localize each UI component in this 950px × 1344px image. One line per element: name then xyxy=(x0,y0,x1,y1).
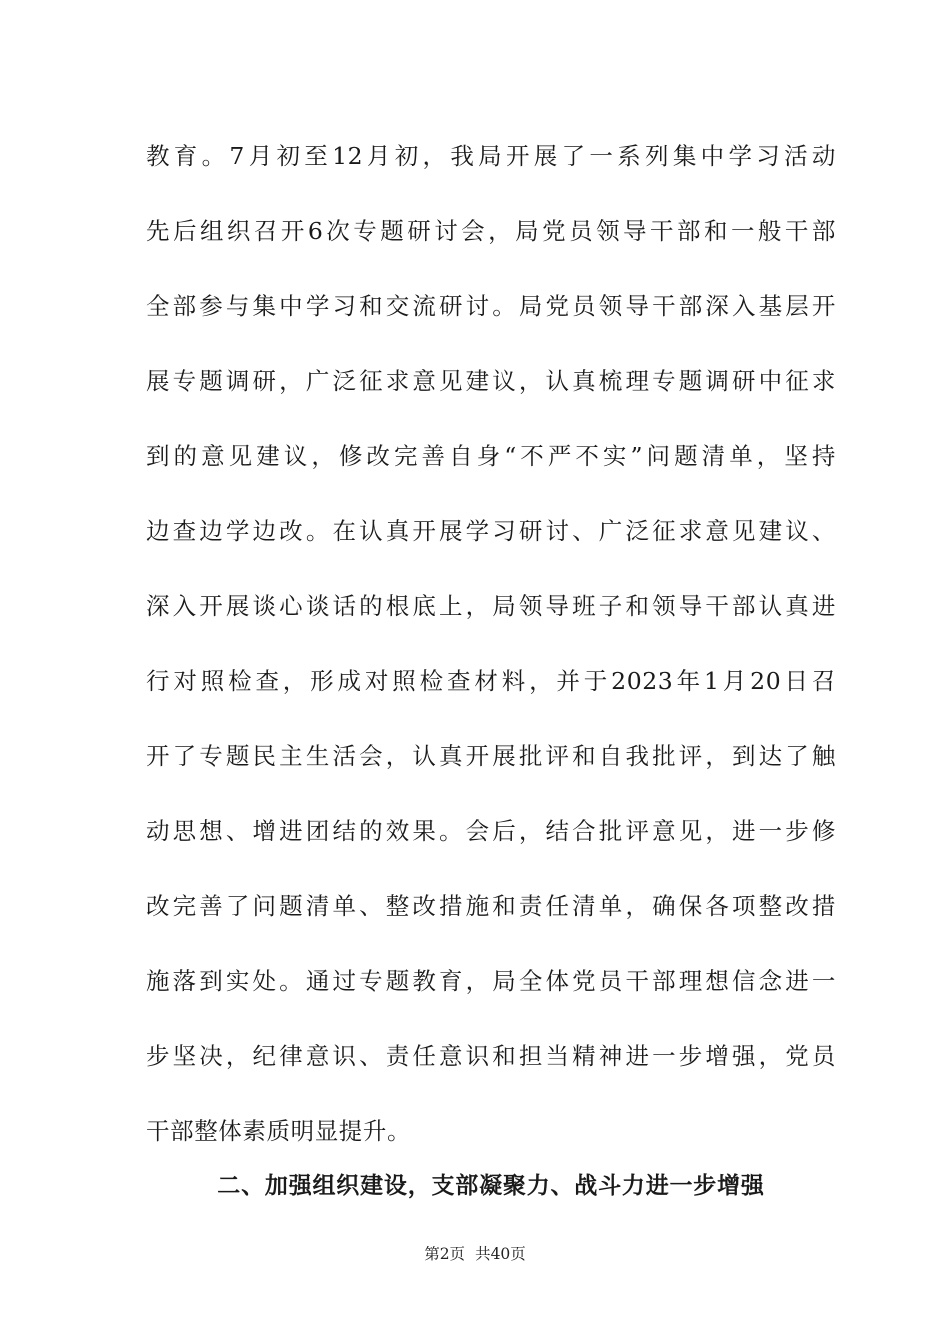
body-paragraph xyxy=(146,132,836,1182)
section-heading: 二、加强组织建设，支部凝聚力、战斗力进一步增强 xyxy=(217,1173,765,1199)
paragraph-line: 到的意见建议，修改完善自身“不严不实”问题清单，坚持 xyxy=(146,442,836,470)
paragraph-line: 开了专题民主生活会，认真开展批评和自我批评，到达了触 xyxy=(146,742,836,770)
paragraph-line: 施落到实处。通过专题教育，局全体党员干部理想信念进一 xyxy=(146,967,836,995)
paragraph-line: 边查边学边改。在认真开展学习研讨、广泛征求意见建议、 xyxy=(146,517,836,545)
page-footer xyxy=(0,1242,950,1264)
paragraph-line: 改完善了问题清单、整改措施和责任清单，确保各项整改措 xyxy=(146,892,836,920)
paragraph-line: 先后组织召开6次专题研讨会，局党员领导干部和一般干部 xyxy=(146,217,836,245)
page-total: 共40页 xyxy=(475,1245,526,1263)
paragraph-line: 教育。7月初至12月初，我局开展了一系列集中学习活动 xyxy=(146,142,836,170)
paragraph-line: 深入开展谈心谈话的根底上，局领导班子和领导干部认真进 xyxy=(146,592,836,620)
page-number: 第2页 xyxy=(424,1245,466,1263)
paragraph-line: 展专题调研，广泛征求意见建议，认真梳理专题调研中征求 xyxy=(146,367,836,395)
paragraph-line-last: 干部整体素质明显提升。 xyxy=(146,1117,412,1145)
paragraph-line: 步坚决，纪律意识、责任意识和担当精神进一步增强，党员 xyxy=(146,1042,836,1070)
paragraph-line: 全部参与集中学习和交流研讨。局党员领导干部深入基层开 xyxy=(146,292,836,320)
paragraph-line: 行对照检查，形成对照检查材料，并于2023年1月20日召 xyxy=(146,667,836,695)
paragraph-line: 动思想、增进团结的效果。会后，结合批评意见，进一步修 xyxy=(146,817,836,845)
